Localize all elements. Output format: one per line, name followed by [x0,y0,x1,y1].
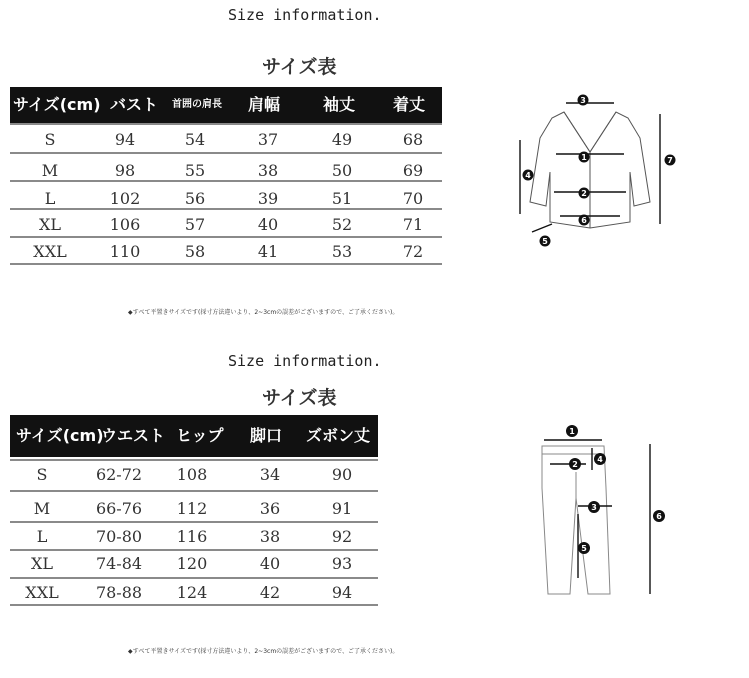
cell-hem-opening: 40 [259,554,281,573]
cell-hem-opening: 42 [259,583,281,602]
table-row [10,524,378,550]
cell-pants-length: 90 [331,465,353,484]
table-row [10,127,442,153]
cell-size: S [44,130,56,149]
pants-measurement-diagram [530,418,675,603]
cell-hem-opening: 34 [259,465,281,484]
marker-label: 7 [667,156,673,165]
cell-sleeve-length: 52 [331,215,353,234]
cell-shoulder-width: 41 [257,242,279,261]
cell-shoulder-width: 37 [257,130,279,149]
cell-size: S [36,465,48,484]
marker-label: 6 [656,512,662,521]
header-pants-length: ズボン丈 [306,426,371,445]
cell-bust: 106 [109,215,141,234]
table-rule [10,577,378,579]
cell-neck-shoulder: 54 [184,130,206,149]
marker-label: 2 [572,460,578,469]
cell-hip: 124 [176,583,208,602]
cell-length: 71 [402,215,424,234]
cell-pants-length: 91 [331,499,353,518]
cell-neck-shoulder: 56 [184,189,206,208]
table-row [10,551,378,577]
header-sleeve-length: 袖丈 [323,95,356,114]
marker-label: 5 [542,237,548,246]
cell-waist: 74-84 [95,554,143,573]
marker-label: 3 [580,96,586,105]
table-row [10,496,378,522]
cell-length: 69 [402,161,424,180]
header-hem-opening: 脚口 [250,426,283,445]
cell-waist: 78-88 [95,583,143,602]
cell-shoulder-width: 39 [257,189,279,208]
size-table-title: サイズ表 [262,387,337,409]
header-size: サイズ(cm) [13,95,101,114]
header-hip: ヒップ [176,426,224,445]
cell-neck-shoulder: 57 [184,215,206,234]
cell-pants-length: 93 [331,554,353,573]
table-header [10,87,442,123]
cell-sleeve-length: 53 [331,242,353,261]
cell-shoulder-width: 38 [257,161,279,180]
cell-shoulder-width: 40 [257,215,279,234]
table-row [10,580,378,606]
cell-hem-opening: 36 [259,499,281,518]
cell-waist: 66-76 [95,499,143,518]
header-size: サイズ(cm) [16,426,104,445]
cell-size: L [36,527,48,546]
marker-label: 1 [581,153,587,162]
cell-sleeve-length: 50 [331,161,353,180]
cell-neck-shoulder: 55 [184,161,206,180]
cell-size: XL [38,215,61,234]
cell-neck-shoulder: 58 [184,242,206,261]
cell-size: XXL [25,583,59,602]
cell-bust: 98 [114,161,136,180]
size-table-title: サイズ表 [262,56,337,78]
table-rule [10,490,378,492]
cell-size: M [41,161,59,180]
section-heading: Size information. [228,352,382,370]
header-shoulder-width: 肩幅 [248,95,281,114]
cell-bust: 102 [109,189,141,208]
measurement-note: ◆すべて平置きサイズです(採寸方法違いより、2~3cmの誤差がございますので、ご了承ください)。 [128,309,399,316]
table-row [10,158,442,184]
section-heading: Size information. [228,6,382,24]
cell-pants-length: 94 [331,583,353,602]
cell-size: XL [30,554,53,573]
cell-pants-length: 92 [331,527,353,546]
cell-waist: 62-72 [95,465,143,484]
cell-waist: 70-80 [95,527,143,546]
cell-size: L [44,189,56,208]
marker-label: 3 [591,503,597,512]
cell-size: XXL [33,242,67,261]
cell-hip: 108 [176,465,208,484]
cell-hip: 112 [176,499,208,518]
cell-hem-opening: 38 [259,527,281,546]
table-row [10,186,442,212]
cell-bust: 110 [109,242,141,261]
marker-label: 6 [581,216,587,225]
cell-sleeve-length: 49 [331,130,353,149]
marker-label: 4 [597,455,603,464]
cell-bust: 94 [114,130,136,149]
cell-length: 72 [402,242,424,261]
cell-length: 68 [402,130,424,149]
table-row [10,239,442,265]
header-waist: ウエスト [101,426,166,445]
cell-hip: 120 [176,554,208,573]
table-rule [10,459,378,461]
cell-hip: 116 [176,527,208,546]
header-neck-shoulder: 首囲の肩長 [172,99,222,110]
table-row [10,462,378,488]
marker-label: 5 [581,544,587,553]
marker-label: 4 [525,171,531,180]
cell-length: 70 [402,189,424,208]
marker-label: 1 [569,427,575,436]
header-length: 着丈 [393,95,426,114]
marker-label: 2 [581,189,587,198]
table-row [10,212,442,238]
cell-sleeve-length: 51 [331,189,353,208]
measurement-note: ◆すべて平置きサイズです(採寸方法違いより、2~3cmの誤差がございますので、ご了承ください)。 [128,648,399,655]
table-header [10,415,378,457]
jacket-measurement-diagram [510,92,685,252]
header-bust: バスト [110,95,159,114]
cell-size: M [33,499,51,518]
table-rule [10,123,442,125]
